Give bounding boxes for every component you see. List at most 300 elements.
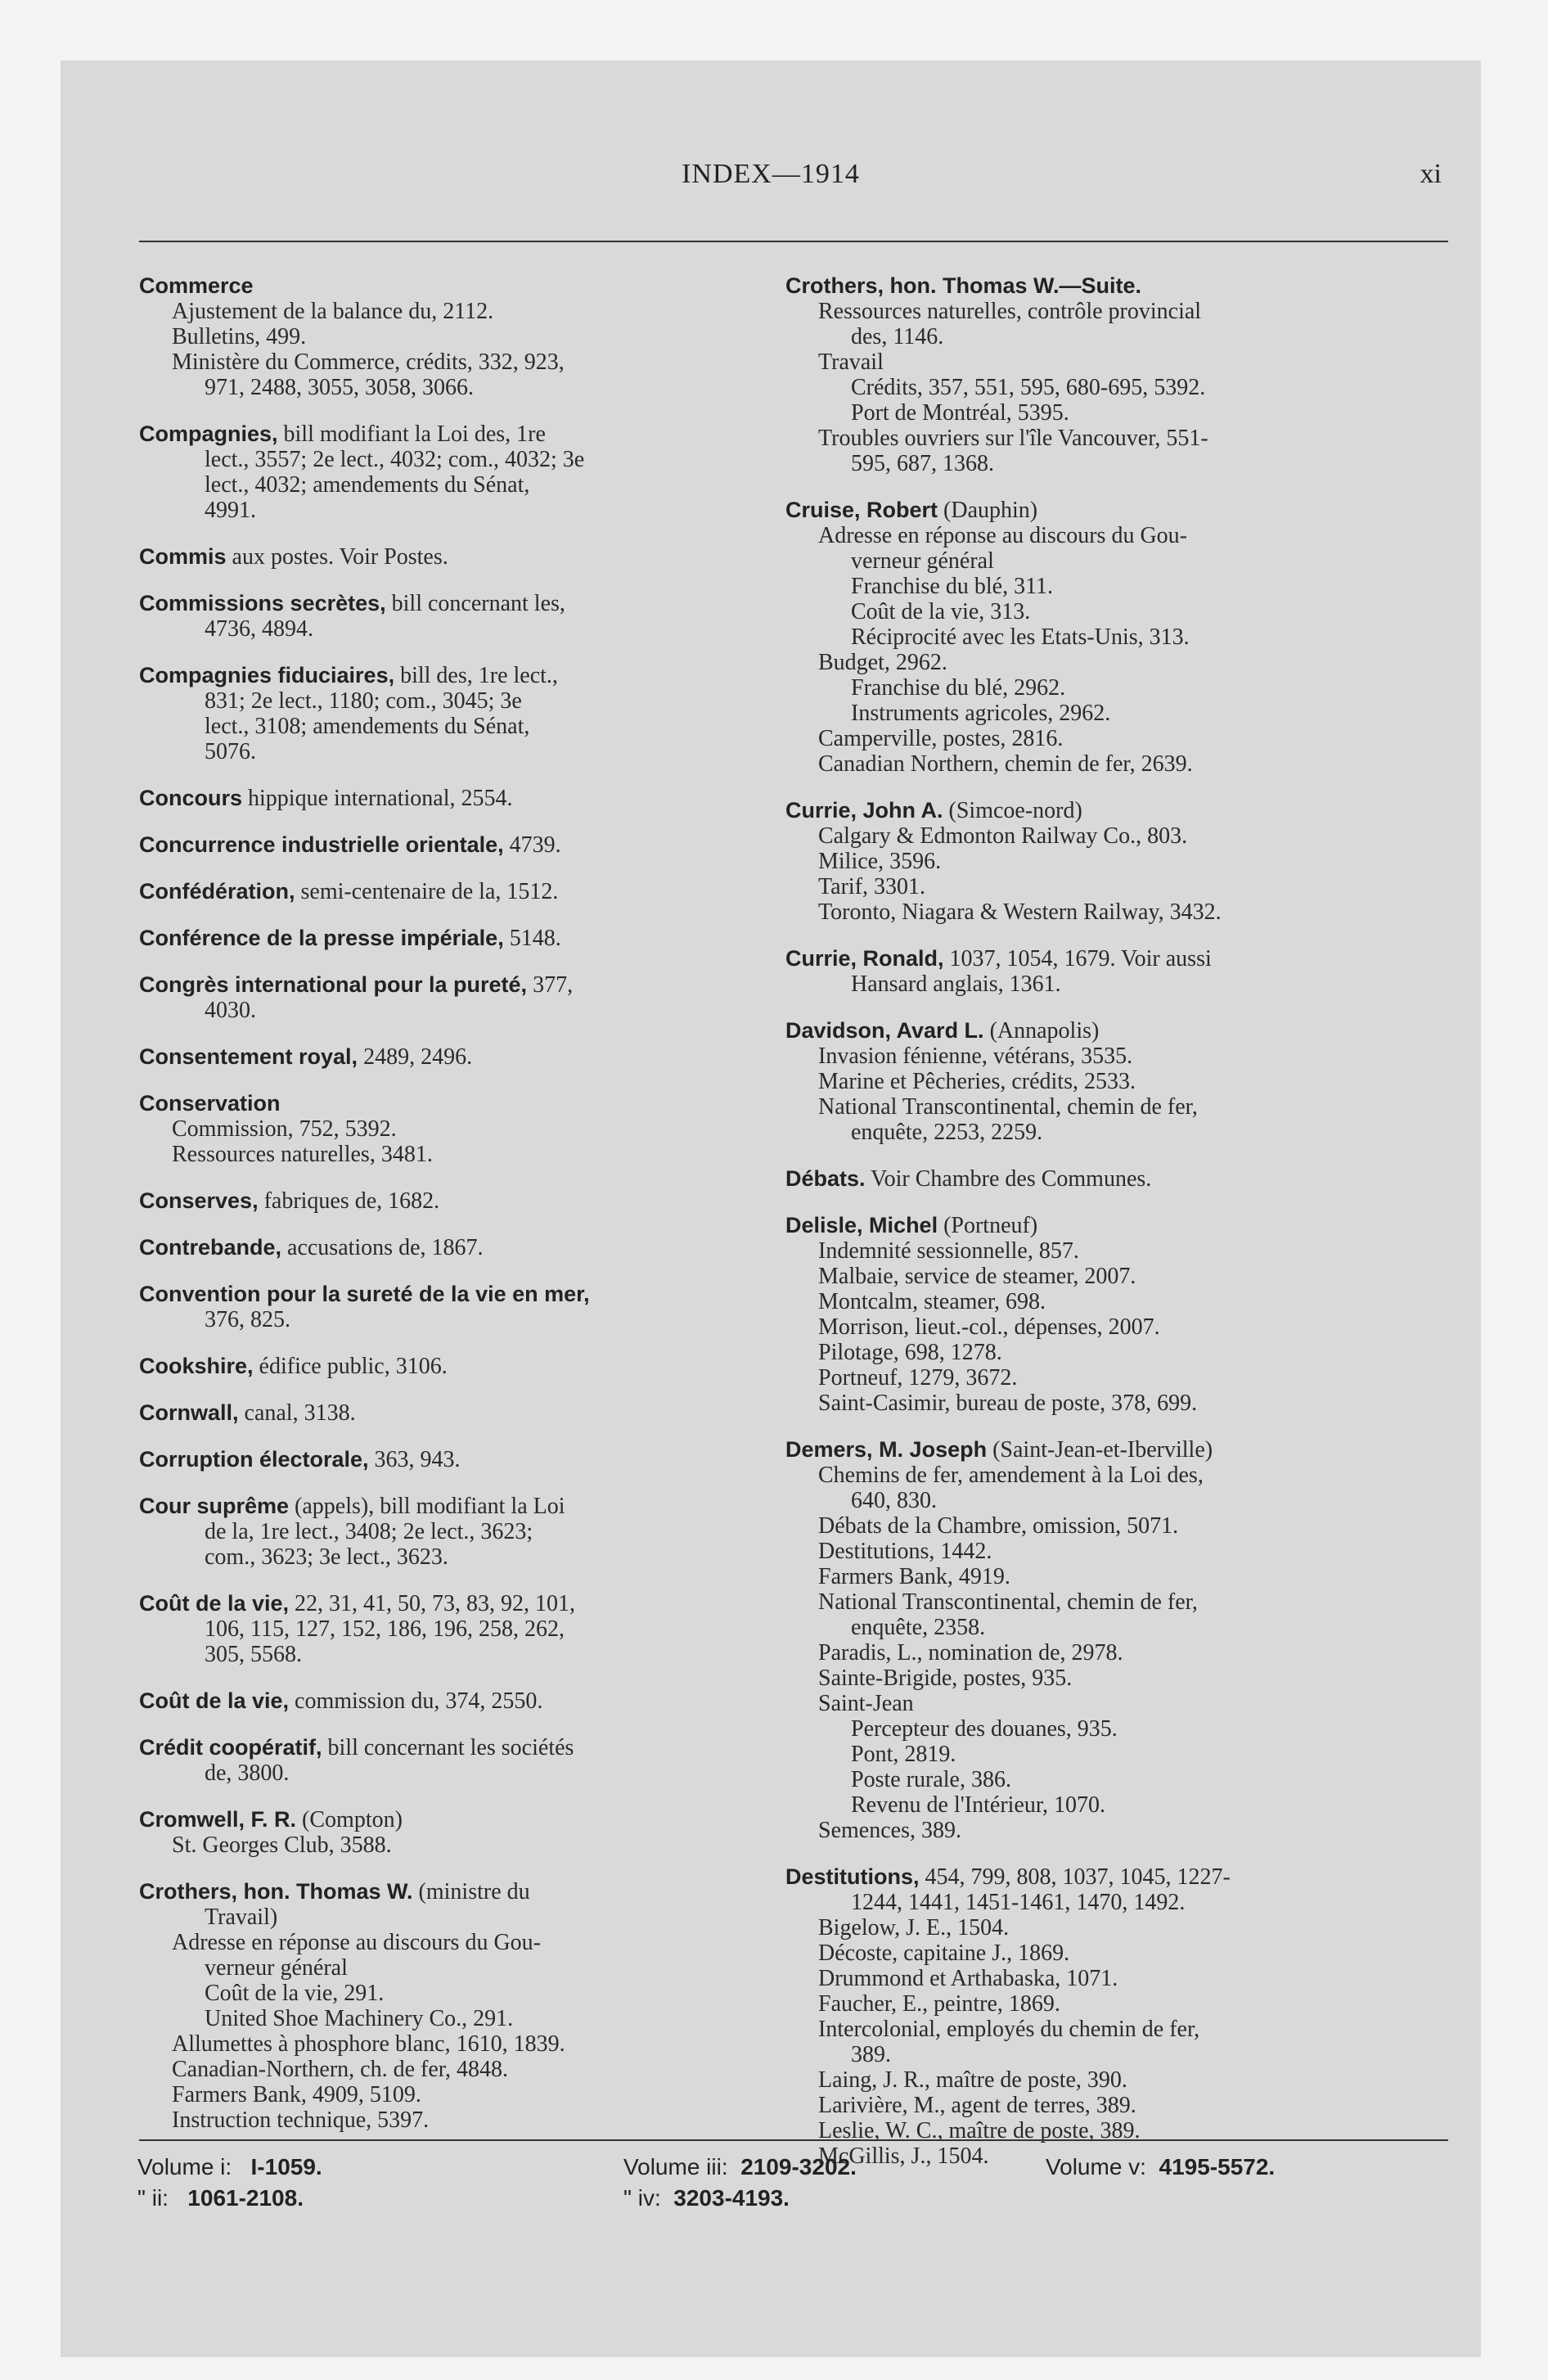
entry-heading: Confédération, (139, 879, 295, 904)
entry-heading-line (139, 1494, 761, 1519)
entry-heading: Débats. (785, 1166, 866, 1191)
page-number: xi (1420, 159, 1442, 189)
entry-text: Canadian Northern, chemin de fer, 2639. (818, 751, 1193, 777)
index-entry (785, 1018, 1407, 1145)
entry-text: Invasion fénienne, vétérans, 3535. (818, 1044, 1133, 1069)
entry-subline (139, 1760, 761, 1786)
index-entry (139, 544, 761, 570)
index-entry (139, 786, 761, 811)
entry-subline (785, 2042, 1407, 2067)
entry-text: aux postes. Voir Postes. (226, 544, 448, 570)
entry-text: Voir Chambre des Communes. (865, 1166, 1152, 1192)
volume-range: 4195-5572. (1159, 2154, 1276, 2179)
entry-text: 4736, 4894. (205, 616, 313, 642)
entry-heading: Conserves, (139, 1188, 259, 1213)
entry-text: Toronto, Niagara & Western Railway, 3432. (818, 899, 1222, 925)
entry-text: Ajustement de la balance du, 2112. (172, 299, 494, 324)
entry-text: com., 3623; 3e lect., 3623. (205, 1544, 448, 1570)
entry-text: McGillis, J., 1504. (818, 2143, 989, 2169)
entry-subline (785, 624, 1407, 650)
entry-heading: Destitutions, (785, 1864, 920, 1889)
entry-text: Travail) (205, 1904, 278, 1930)
entry-text: Instruction technique, 5397. (172, 2107, 430, 2133)
entry-subline (139, 1904, 761, 1930)
entry-text: Travail (818, 349, 884, 375)
entry-text: 595, 687, 1368. (851, 451, 994, 476)
entry-subline (139, 375, 761, 400)
index-entry (139, 1807, 761, 1858)
entry-text: 5076. (205, 739, 256, 764)
entry-subline (785, 1691, 1407, 1716)
entry-text: 4991. (205, 498, 256, 523)
entry-text: Malbaie, service de steamer, 2007. (818, 1264, 1136, 1289)
entry-subline (785, 1615, 1407, 1640)
entry-heading: Concours (139, 786, 243, 810)
entry-text: Leslie, W. C., maître de poste, 389. (818, 2118, 1141, 2143)
index-entry (139, 1879, 761, 2133)
entry-text: hippique international, 2554. (242, 786, 513, 811)
index-entry (139, 926, 761, 951)
entry-heading-line (785, 1213, 1407, 1238)
entry-subline (139, 498, 761, 523)
entry-subline (785, 1365, 1407, 1391)
entry-heading-line (139, 663, 761, 688)
entry-subline (785, 874, 1407, 899)
index-entry (139, 273, 761, 400)
volume-range: 1061-2108. (187, 2185, 304, 2211)
index-entry (139, 1354, 761, 1379)
entry-heading-line (785, 1864, 1407, 1890)
entry-heading-line (785, 946, 1407, 971)
entry-heading-line (139, 1235, 761, 1260)
entry-text: Camperville, postes, 2816. (818, 726, 1064, 751)
index-entry (139, 1400, 761, 1426)
left-column (139, 273, 761, 2154)
entry-text: 106, 115, 127, 152, 186, 196, 258, 262, (205, 1616, 565, 1642)
entry-subline (785, 1094, 1407, 1120)
entry-subline (785, 1991, 1407, 2017)
entry-heading: Conférence de la presse impériale, (139, 926, 504, 950)
entry-text: 454, 799, 808, 1037, 1045, 1227- (919, 1864, 1231, 1890)
entry-subline (785, 1818, 1407, 1843)
entry-heading: Crédit coopératif, (139, 1735, 322, 1760)
entry-subline (139, 2006, 761, 2031)
entry-subline (139, 1930, 761, 1955)
entry-heading-line (139, 544, 761, 570)
entry-subline (785, 1340, 1407, 1365)
entry-heading: Commissions secrètes, (139, 591, 386, 615)
entry-heading-line (139, 1044, 761, 1070)
entry-heading-line (785, 1018, 1407, 1044)
entry-subline (785, 823, 1407, 849)
entry-text: Ressources naturelles, 3481. (172, 1142, 433, 1167)
entry-text: Revenu de l'Intérieur, 1070. (851, 1792, 1106, 1818)
entry-heading: Commis (139, 544, 227, 569)
entry-text: lect., 3557; 2e lect., 4032; com., 4032; 3e (205, 447, 585, 472)
entry-subline (139, 1519, 761, 1544)
entry-text: (appels), bill modifiant la Loi (289, 1494, 565, 1519)
entry-subline (139, 1307, 761, 1332)
index-entry (139, 832, 761, 858)
entry-heading-line (139, 1091, 761, 1116)
entry-text: (Compton) (296, 1807, 403, 1832)
entry-subline (785, 1792, 1407, 1818)
entry-subline (139, 1544, 761, 1570)
entry-subline (785, 324, 1407, 349)
entry-text: Adresse en réponse au discours du Gou- (172, 1930, 541, 1955)
entry-text: Adresse en réponse au discours du Gou- (818, 523, 1187, 548)
index-entry (139, 1591, 761, 1667)
entry-text: 377, (527, 972, 574, 998)
entry-subline (139, 739, 761, 764)
entry-text: bill modifiant la Loi des, 1re (277, 421, 546, 447)
index-entry (139, 879, 761, 904)
entry-heading-line (139, 273, 761, 299)
entry-text: (Dauphin) (938, 498, 1038, 523)
entry-heading-line (785, 498, 1407, 523)
entry-heading-line (139, 1591, 761, 1616)
entry-subline (139, 324, 761, 349)
entry-text: United Shoe Machinery Co., 291. (205, 2006, 514, 2031)
entry-text: National Transcontinental, chemin de fer, (818, 1589, 1198, 1615)
index-entry (139, 663, 761, 764)
entry-subline (785, 1640, 1407, 1666)
entry-subline (139, 616, 761, 642)
entry-subline (139, 2107, 761, 2133)
entry-subline (785, 548, 1407, 574)
entry-text: Crédits, 357, 551, 595, 680-695, 5392. (851, 375, 1206, 400)
volume-label: Volume i: (137, 2154, 232, 2179)
entry-text: 5148. (503, 926, 561, 951)
entry-text: Chemins de fer, amendement à la Loi des, (818, 1463, 1204, 1488)
entry-heading-line (139, 972, 761, 998)
entry-text: 831; 2e lect., 1180; com., 3045; 3e (205, 688, 522, 714)
entry-text: bill des, 1re lect., (394, 663, 558, 688)
entry-heading-line (139, 1400, 761, 1426)
volume-range: 3203-4193. (673, 2185, 790, 2211)
volume-4 (623, 2185, 790, 2211)
entry-text: 363, 943. (368, 1447, 461, 1472)
entry-text: Marine et Pêcheries, crédits, 2533. (818, 1069, 1136, 1094)
entry-text: Sainte-Brigide, postes, 935. (818, 1666, 1073, 1691)
entry-subline (785, 1966, 1407, 1991)
entry-subline (139, 447, 761, 472)
entry-text: verneur général (851, 548, 994, 574)
entry-text: Saint-Casimir, bureau de poste, 378, 699. (818, 1391, 1198, 1416)
entry-text: Morrison, lieut.-col., dépenses, 2007. (818, 1314, 1160, 1340)
entry-text: Débats de la Chambre, omission, 5071. (818, 1513, 1179, 1539)
index-entry (785, 946, 1407, 997)
entry-text: lect., 3108; amendements du Sénat, (205, 714, 530, 739)
entry-heading: Congrès international pour la pureté, (139, 972, 528, 997)
entry-text: Canadian-Northern, ch. de fer, 4848. (172, 2057, 508, 2082)
entry-text: verneur général (205, 1955, 348, 1981)
entry-subline (785, 1915, 1407, 1941)
entry-text: 4739. (503, 832, 561, 858)
entry-text: accusations de, 1867. (281, 1235, 484, 1260)
index-entry (139, 421, 761, 523)
entry-text: bill concernant les sociétés (322, 1735, 574, 1760)
entry-text: Semences, 389. (818, 1818, 961, 1843)
volume-5 (1046, 2154, 1275, 2180)
entry-subline (139, 1642, 761, 1667)
entry-heading-line (785, 273, 1407, 299)
entry-subline (785, 650, 1407, 675)
index-entry (785, 798, 1407, 925)
index-entry (785, 498, 1407, 777)
index-entry (785, 1437, 1407, 1843)
entry-text: (Annapolis) (983, 1018, 1100, 1044)
entry-subline (785, 726, 1407, 751)
entry-subline (785, 2067, 1407, 2093)
entry-text: commission du, 374, 2550. (289, 1688, 543, 1714)
entry-subline (139, 1955, 761, 1981)
entry-text: 22, 31, 41, 50, 73, 83, 92, 101, (289, 1591, 576, 1616)
entry-subline (785, 1289, 1407, 1314)
entry-heading: Cornwall, (139, 1400, 239, 1425)
volume-1 (137, 2154, 322, 2180)
entry-text: Indemnité sessionnelle, 857. (818, 1238, 1079, 1264)
header-rule (139, 241, 1448, 242)
entry-heading: Compagnies, (139, 421, 278, 446)
entry-subline (785, 849, 1407, 874)
entry-heading: Consentement royal, (139, 1044, 358, 1069)
entry-heading-line (139, 832, 761, 858)
entry-subline (139, 299, 761, 324)
entry-text: Troubles ouvriers sur l'île Vancouver, 551- (818, 426, 1208, 451)
entry-subline (139, 1981, 761, 2006)
entry-text: Laing, J. R., maître de poste, 390. (818, 2067, 1127, 2093)
entry-text: lect., 4032; amendements du Sénat, (205, 472, 530, 498)
entry-subline (785, 299, 1407, 324)
entry-subline (139, 2082, 761, 2107)
entry-heading-line (139, 786, 761, 811)
right-column (785, 273, 1407, 2190)
entry-subline (785, 1666, 1407, 1691)
entry-heading: Contrebande, (139, 1235, 282, 1260)
entry-text: Ministère du Commerce, crédits, 332, 923, (172, 349, 565, 375)
entry-text: bill concernant les, (385, 591, 565, 616)
entry-text: Drummond et Arthabaska, 1071. (818, 1966, 1118, 1991)
entry-heading: Cruise, Robert (785, 498, 938, 522)
page-header (61, 159, 1481, 200)
entry-heading: Commerce (139, 273, 254, 298)
entry-heading-line (139, 1354, 761, 1379)
entry-subline (785, 1314, 1407, 1340)
entry-subline (785, 349, 1407, 375)
entry-text: Montcalm, steamer, 698. (818, 1289, 1046, 1314)
volume-label: " iv: (623, 2185, 661, 2211)
entry-text: fabriques de, 1682. (258, 1188, 440, 1214)
entry-subline (785, 1890, 1407, 1915)
index-entry (139, 1494, 761, 1570)
entry-subline (785, 675, 1407, 701)
entry-subline (785, 523, 1407, 548)
index-entry (785, 1864, 1407, 2169)
index-entry (139, 1091, 761, 1167)
entry-subline (785, 1564, 1407, 1589)
entry-text: Bulletins, 499. (172, 324, 307, 349)
entry-subline (785, 971, 1407, 997)
entry-heading: Crothers, hon. Thomas W.—Suite. (785, 273, 1142, 298)
index-entry (139, 1188, 761, 1214)
entry-heading-line (139, 421, 761, 447)
entry-text: édifice public, 3106. (253, 1354, 448, 1379)
entry-heading-line (139, 1879, 761, 1904)
entry-heading-line (785, 798, 1407, 823)
entry-text: Ressources naturelles, contrôle provincial (818, 299, 1202, 324)
entry-heading-line (139, 879, 761, 904)
entry-text: enquête, 2358. (851, 1615, 986, 1640)
entry-heading-line (139, 1688, 761, 1714)
entry-subline (785, 451, 1407, 476)
entry-text: de la, 1re lect., 3408; 2e lect., 3623; (205, 1519, 533, 1544)
entry-text: 389. (851, 2042, 891, 2067)
entry-heading-line (785, 1166, 1407, 1192)
entry-heading: Crothers, hon. Thomas W. (139, 1879, 413, 1904)
entry-heading-line (139, 1735, 761, 1760)
entry-text: des, 1146. (851, 324, 944, 349)
entry-subline (785, 400, 1407, 426)
index-entry (785, 1213, 1407, 1416)
entry-text: 2489, 2496. (358, 1044, 473, 1070)
entry-subline (785, 574, 1407, 599)
entry-subline (139, 1832, 761, 1858)
entry-text: 1244, 1441, 1451-1461, 1470, 1492. (851, 1890, 1186, 1915)
volume-3 (623, 2154, 857, 2180)
entry-subline (785, 1120, 1407, 1145)
entry-heading: Cromwell, F. R. (139, 1807, 297, 1832)
entry-text: Pilotage, 698, 1278. (818, 1340, 1002, 1365)
entry-text: 376, 825. (205, 1307, 290, 1332)
entry-heading: Cookshire, (139, 1354, 254, 1378)
page-title: INDEX—1914 (682, 159, 860, 189)
index-entry (139, 1447, 761, 1472)
entry-text: 971, 2488, 3055, 3058, 3066. (205, 375, 474, 400)
volume-range: I-1059. (250, 2154, 322, 2179)
footer-rule (139, 2139, 1448, 2141)
entry-text: Instruments agricoles, 2962. (851, 701, 1111, 726)
entry-subline (139, 688, 761, 714)
entry-subline (785, 1463, 1407, 1488)
entry-heading: Compagnies fiduciaires, (139, 663, 395, 687)
index-entry (785, 1166, 1407, 1192)
index-entry (139, 591, 761, 642)
entry-text: (Portneuf) (938, 1213, 1038, 1238)
entry-subline (785, 1488, 1407, 1513)
entry-heading: Cour suprême (139, 1494, 290, 1518)
entry-subline (785, 426, 1407, 451)
entry-subline (785, 1767, 1407, 1792)
entry-subline (785, 2017, 1407, 2042)
entry-heading-line (785, 1437, 1407, 1463)
entry-heading: Currie, Ronald, (785, 946, 944, 971)
entry-subline (785, 1513, 1407, 1539)
entry-subline (785, 2093, 1407, 2118)
entry-heading-line (139, 1282, 761, 1307)
entry-subline (785, 599, 1407, 624)
entry-subline (785, 1716, 1407, 1742)
volume-label: Volume iii: (623, 2154, 728, 2179)
entry-text: 640, 830. (851, 1488, 937, 1513)
entry-text: Paradis, L., nomination de, 2978. (818, 1640, 1123, 1666)
entry-text: (Simcoe-nord) (943, 798, 1082, 823)
entry-subline (139, 349, 761, 375)
entry-text: Portneuf, 1279, 3672. (818, 1365, 1018, 1391)
entry-text: Poste rurale, 386. (851, 1767, 1011, 1792)
entry-text: Réciprocité avec les Etats-Unis, 313. (851, 624, 1190, 650)
entry-subline (785, 1589, 1407, 1615)
entry-text: National Transcontinental, chemin de fer, (818, 1094, 1198, 1120)
entry-heading-line (139, 1188, 761, 1214)
entry-subline (785, 1742, 1407, 1767)
entry-text: Destitutions, 1442. (818, 1539, 992, 1564)
volume-range: 2109-3202. (740, 2154, 857, 2179)
entry-text: Faucher, E., peintre, 1869. (818, 1991, 1060, 2017)
entry-subline (139, 2031, 761, 2057)
entry-text: Larivière, M., agent de terres, 389. (818, 2093, 1136, 2118)
entry-subline (785, 1264, 1407, 1289)
entry-heading: Coût de la vie, (139, 1688, 290, 1713)
entry-subline (785, 701, 1407, 726)
index-entry (139, 1282, 761, 1332)
entry-text: (Saint-Jean-et-Iberville) (987, 1437, 1213, 1463)
index-entry (139, 1044, 761, 1070)
entry-subline (785, 1044, 1407, 1069)
entry-heading: Coût de la vie, (139, 1591, 290, 1616)
entry-subline (785, 1391, 1407, 1416)
entry-text: Saint-Jean (818, 1691, 914, 1716)
entry-subline (139, 1142, 761, 1167)
document-page (61, 61, 1481, 2357)
entry-heading: Conservation (139, 1091, 281, 1116)
entry-subline (785, 899, 1407, 925)
entry-subline (139, 472, 761, 498)
entry-text: canal, 3138. (238, 1400, 356, 1426)
entry-heading: Demers, M. Joseph (785, 1437, 988, 1462)
entry-subline (139, 1616, 761, 1642)
entry-subline (785, 1539, 1407, 1564)
index-entry (139, 1235, 761, 1260)
index-entry (139, 1735, 761, 1786)
entry-subline (139, 1116, 761, 1142)
entry-text: Franchise du blé, 2962. (851, 675, 1066, 701)
entry-text: Décoste, capitaine J., 1869. (818, 1941, 1070, 1966)
entry-text: Commission, 752, 5392. (172, 1116, 397, 1142)
entry-subline (785, 1069, 1407, 1094)
entry-subline (139, 714, 761, 739)
entry-heading: Convention pour la sureté de la vie en mer, (139, 1282, 590, 1306)
entry-text: enquête, 2253, 2259. (851, 1120, 1043, 1145)
entry-text: Bigelow, J. E., 1504. (818, 1915, 1010, 1941)
entry-text: Milice, 3596. (818, 849, 942, 874)
index-entry (785, 273, 1407, 476)
entry-text: 1037, 1054, 1679. Voir aussi (943, 946, 1212, 971)
entry-heading: Davidson, Avard L. (785, 1018, 984, 1043)
entry-subline (785, 751, 1407, 777)
entry-text: Allumettes à phosphore blanc, 1610, 1839. (172, 2031, 565, 2057)
volume-label: " ii: (137, 2185, 169, 2211)
index-entry (139, 1688, 761, 1714)
entry-text: 305, 5568. (205, 1642, 302, 1667)
entry-heading-line (139, 1447, 761, 1472)
entry-heading: Concurrence industrielle orientale, (139, 832, 504, 857)
entry-text: (ministre du (412, 1879, 530, 1904)
entry-subline (785, 375, 1407, 400)
entry-text: Farmers Bank, 4909, 5109. (172, 2082, 421, 2107)
entry-heading-line (139, 926, 761, 951)
entry-subline (785, 1238, 1407, 1264)
